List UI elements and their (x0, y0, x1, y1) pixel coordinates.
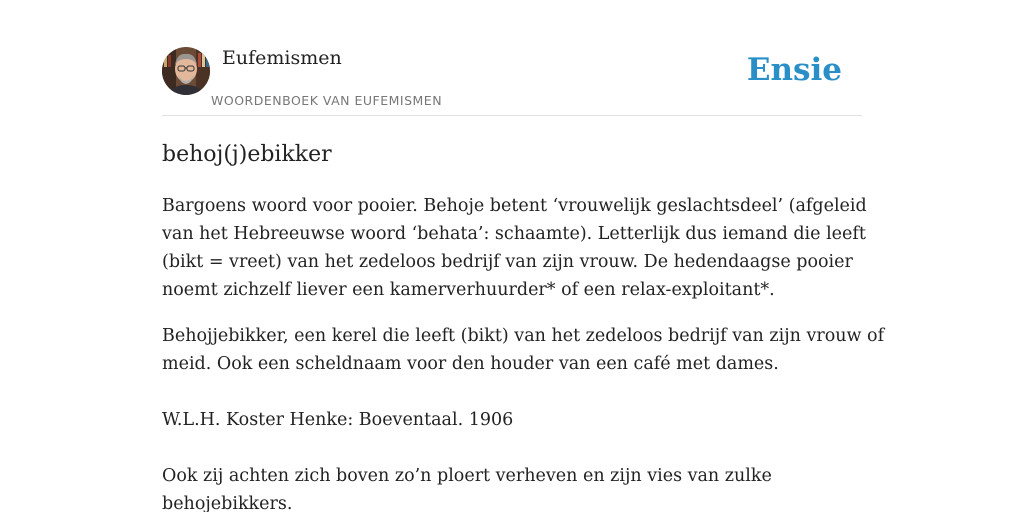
example-line: behojebikkers. (162, 494, 293, 512)
portrait-icon (162, 47, 210, 95)
entry-title: behoj(j)ebikker (162, 142, 332, 167)
quote-line: Behojjebikker, een kerel die leeft (bikt) van het zedeloos bedrijf van zijn vrouw of (162, 326, 885, 346)
example-line: Ook zij achten zich boven zo’n ploert verheven en zijn vies van zulke (162, 466, 772, 486)
source-paragraph (162, 406, 862, 434)
author-name[interactable]: Eufemismen (222, 47, 342, 69)
quote-paragraph (162, 322, 885, 378)
header (162, 46, 862, 116)
entry-content (162, 140, 885, 512)
ensie-logo[interactable]: Ensie (746, 52, 842, 88)
source-citation: W.L.H. Koster Henke: Boeventaal. 1906 (162, 410, 514, 430)
author-avatar[interactable] (162, 47, 210, 95)
dictionary-subtitle[interactable]: WOORDENBOEK VAN EUFEMISMEN (211, 93, 443, 108)
definition-line: Bargoens woord voor pooier. Behoje betent ‘vrouwelijk geslachtsdeel’ (afgeleid (162, 196, 867, 216)
definition-line: van het Hebreeuwse woord ‘behata’: schaamte). Letterlijk dus iemand die leeft (162, 224, 866, 244)
definition-paragraph (162, 192, 867, 304)
definition-line: noemt zichzelf liever een kamerverhuurder* of een relax-exploitant*. (162, 280, 775, 300)
definition-line: (bikt = vreet) van het zedeloos bedrijf van zijn vrouw. De hedendaagse pooier (162, 252, 853, 272)
example-paragraph (162, 462, 862, 512)
quote-line: meid. Ook een scheldnaam voor den houder van een café met dames. (162, 354, 779, 374)
